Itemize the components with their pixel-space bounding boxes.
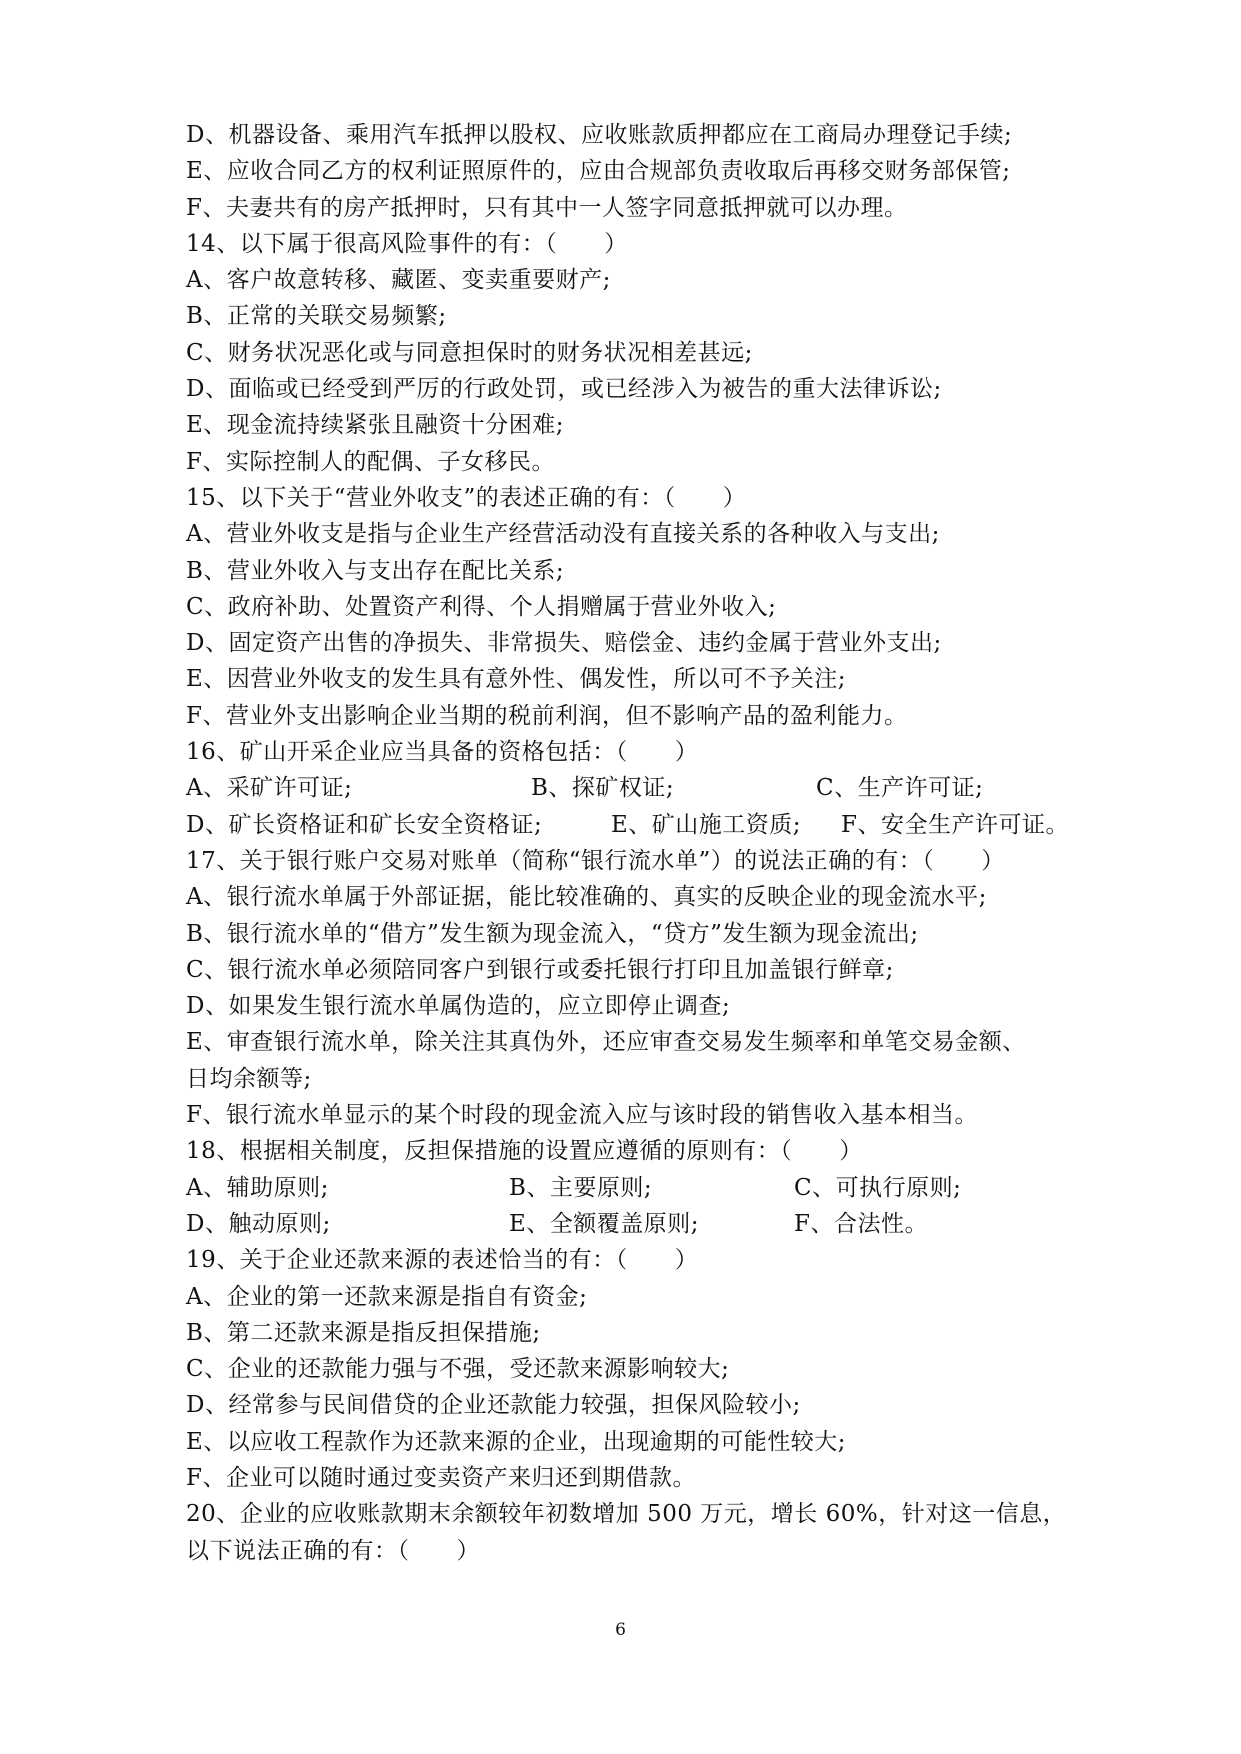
option-e: E、全额覆盖原则; xyxy=(509,1210,700,1237)
page-number: 6 xyxy=(615,1620,626,1640)
text-line: E、应收合同乙方的权利证照原件的，应由合规部负责收取后再移交财务部保管; xyxy=(186,158,1011,185)
question-14: 14、以下属于很高风险事件的有：（ ） xyxy=(186,230,628,257)
option-a: A、采矿许可证; xyxy=(186,775,353,802)
option-line: A、银行流水单属于外部证据，能比较准确的、真实的反映企业的现金流水平; xyxy=(186,884,987,911)
option-line: F、银行流水单显示的某个时段的现金流入应与该时段的销售收入基本相当。 xyxy=(186,1102,978,1129)
option-d: D、矿长资格证和矿长安全资格证; xyxy=(186,811,543,838)
text-line: D、机器设备、乘用汽车抵押以股权、应收账款质押都应在工商局办理登记手续; xyxy=(186,122,1013,148)
question-19: 19、关于企业还款来源的表述恰当的有：（ ） xyxy=(186,1247,699,1274)
option-line: B、第二还款来源是指反担保措施; xyxy=(186,1319,541,1346)
option-line: C、财务状况恶化或与同意担保时的财务状况相差甚远; xyxy=(186,339,753,366)
option-a: A、辅助原则; xyxy=(186,1174,329,1201)
option-line: D、如果发生银行流水单属伪造的，应立即停止调查; xyxy=(186,993,731,1020)
option-row xyxy=(186,807,1086,843)
question-17: 17、关于银行账户交易对账单（简称“银行流水单”）的说法正确的有：（ ） xyxy=(186,847,1005,874)
question-20-continued: 以下说法正确的有：（ ） xyxy=(186,1537,480,1564)
option-line: E、以应收工程款作为还款来源的企业，出现逾期的可能性较大; xyxy=(186,1428,847,1455)
option-line: F、实际控制人的配偶、子女移民。 xyxy=(186,448,555,475)
option-b: B、主要原则; xyxy=(509,1174,653,1201)
option-b: B、探矿权证; xyxy=(531,775,675,802)
option-c: C、生产许可证; xyxy=(816,775,984,802)
option-c: C、可执行原则; xyxy=(794,1174,962,1201)
option-line: D、固定资产出售的净损失、非常损失、赔偿金、违约金属于营业外支出; xyxy=(186,630,942,657)
option-e: E、矿山施工资质; xyxy=(611,811,802,838)
option-line: C、银行流水单必须陪同客户到银行或委托银行打印且加盖银行鲜章; xyxy=(186,956,894,983)
option-line: B、营业外收入与支出存在配比关系; xyxy=(186,557,565,584)
option-line: D、面临或已经受到严厉的行政处罚，或已经涉入为被告的重大法律诉讼; xyxy=(186,376,942,403)
option-row xyxy=(186,770,1086,806)
option-line: A、企业的第一还款来源是指自有资金; xyxy=(186,1283,588,1310)
text-line: F、夫妻共有的房产抵押时，只有其中一人签字同意抵押就可以办理。 xyxy=(186,194,908,221)
option-line: E、现金流持续紧张且融资十分困难; xyxy=(186,412,565,439)
option-line: A、营业外收支是指与企业生产经营活动没有直接关系的各种收入与支出; xyxy=(186,521,940,548)
option-line: F、营业外支出影响企业当期的税前利润，但不影响产品的盈利能力。 xyxy=(186,702,908,729)
option-line: B、正常的关联交易频繁; xyxy=(186,303,447,330)
option-line: A、客户故意转移、藏匿、变卖重要财产; xyxy=(186,267,611,294)
question-15: 15、以下关于“营业外收支”的表述正确的有：（ ） xyxy=(186,484,747,511)
question-18: 18、根据相关制度，反担保措施的设置应遵循的原则有：（ ） xyxy=(186,1138,863,1165)
option-line: F、企业可以随时通过变卖资产来归还到期借款。 xyxy=(186,1464,696,1491)
option-d: D、触动原则; xyxy=(186,1210,331,1237)
option-line: C、政府补助、处置资产利得、个人捐赠属于营业外收入; xyxy=(186,593,777,620)
option-line: B、银行流水单的“借方”发生额为现金流入，“贷方”发生额为现金流出; xyxy=(186,920,919,947)
option-line: E、因营业外收支的发生具有意外性、偶发性，所以可不予关注; xyxy=(186,666,847,693)
option-f: F、安全生产许可证。 xyxy=(841,811,1069,838)
option-line: E、审查银行流水单，除关注其真伪外，还应审查交易发生频率和单笔交易金额、 xyxy=(186,1029,1026,1056)
option-line: D、经常参与民间借贷的企业还款能力较强，担保风险较小; xyxy=(186,1392,801,1419)
option-line: 日均余额等; xyxy=(186,1065,312,1092)
option-row xyxy=(186,1206,1086,1242)
document-body xyxy=(186,117,1086,1569)
option-row xyxy=(186,1170,1086,1206)
option-line: C、企业的还款能力强与不强，受还款来源影响较大; xyxy=(186,1356,730,1383)
question-16: 16、矿山开采企业应当具备的资格包括：（ ） xyxy=(186,739,699,766)
question-20: 20、企业的应收账款期末余额较年初数增加 500 万元，增长 60%，针对这一信息， xyxy=(186,1501,1067,1528)
option-f: F、合法性。 xyxy=(794,1210,928,1237)
